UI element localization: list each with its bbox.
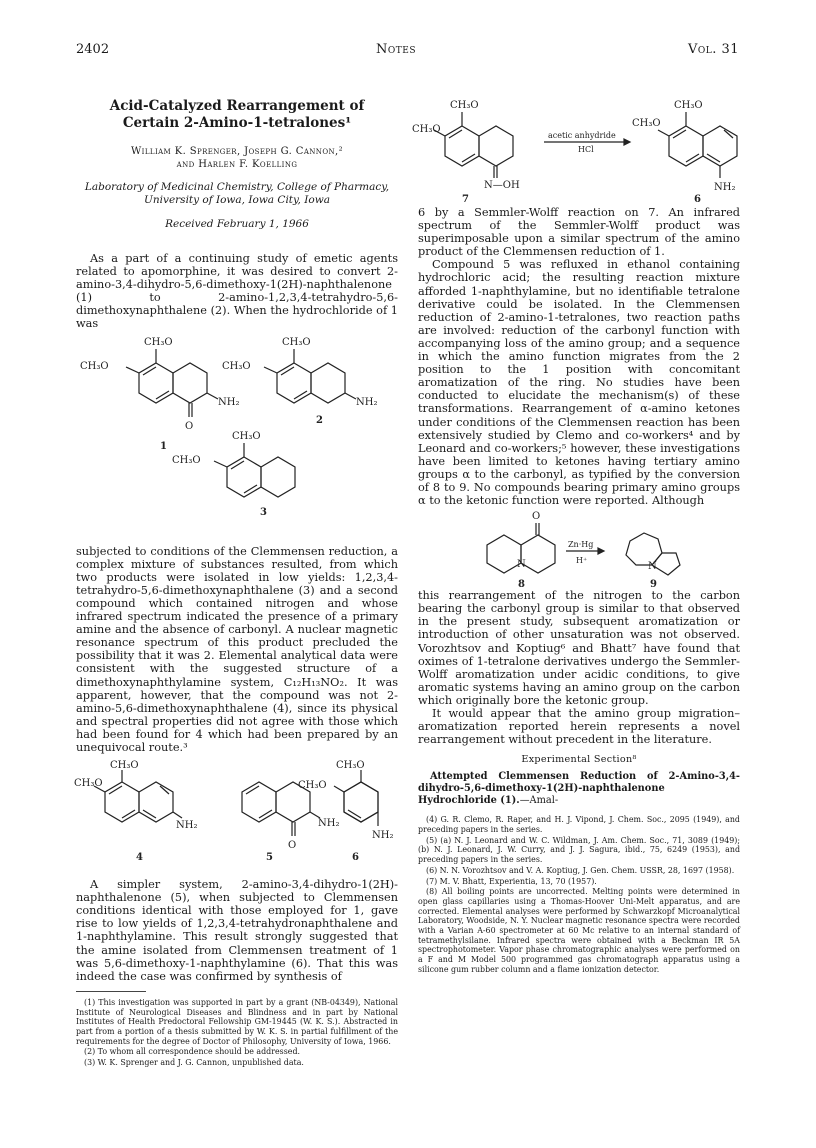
s4-nh2: NH₂ xyxy=(176,820,198,832)
left-paragraph-3: A simpler system, 2-amino-3,4-dihydro-1(2H)-naphthalenone (5), when subjected to Clemmensen conditions identical with those employed for 1, gave rise to low yields of 1,2,3,4-tetrahydronaphthalene and 1-naphthylamine. This result strongly suggested that the amine isolated from Clemmensen treatment of 1 was 5,6-dimethoxy-1-naphthylamine (6). That this was indeed the case was confirmed by synthesis of xyxy=(76,878,398,983)
left-paragraph-2: subjected to conditions of the Clemmensen reduction, a complex mixture of substances resulted, from which two products were isolated in low yields: 1,2,3,4-tetrahydro-5,6-dimethoxynaphthalene (3) and a second compound which contained nitrogen and whose infrared spectrum indicated the presence of a primary amine and the absence of carbonyl. A nuclear magnetic resonance spectrum of this product precluded the possibility that it was 2. Elemental analytical data were consistent with the suggested structure of a dimethoxynaphthylamine system, C₁₂H₁₃NO₂. It was apparent, however, that the compound was not 2-amino-5,6-dimethoxynaphthalene (4), since its physical and spectral properties did not agree with those which had been found for 4 which had been prepared by an unequivocal route.³ xyxy=(76,544,398,754)
received-date: Received February 1, 1966 xyxy=(165,218,309,230)
s3-och3-left: CH₃O xyxy=(172,454,201,466)
s3-och3-top: CH₃O xyxy=(232,430,261,442)
affiliation-line1: Laboratory of Medicinal Chemistry, College of Pharmacy, xyxy=(84,181,390,193)
article-title-line2: Certain 2-Amino-1-tetralones¹ xyxy=(122,115,352,131)
structure-label-4: 4 xyxy=(136,852,143,864)
left-column xyxy=(76,98,398,1069)
running-section: Notes xyxy=(376,42,416,57)
s1-nh2: NH₂ xyxy=(218,396,240,408)
s6-nh2: NH₂ xyxy=(372,830,394,842)
experimental-paragraph xyxy=(418,771,740,807)
s6-och3-left: CH₃O xyxy=(298,780,327,792)
authors-line2: and Harlen F. Koelling xyxy=(176,159,298,170)
page-number: 2402 xyxy=(76,42,110,57)
affiliation-line2: University of Iowa, Iowa City, Iowa xyxy=(144,194,330,206)
s8-carbonyl-o: O xyxy=(532,511,541,523)
footnote-4: (4) G. R. Clemo, R. Raper, and H. J. Vipond, J. Chem. Soc., 2095 (1949), and preceding papers in the series. xyxy=(418,815,740,834)
s1-carbonyl-o: O xyxy=(185,420,194,432)
structure-label-1: 1 xyxy=(160,440,167,452)
scheme-7-to-6 xyxy=(412,98,740,206)
experimental-text: —Amal- xyxy=(519,795,559,807)
footnote-7: (7) M. V. Bhatt, Experientia, 13, 70 (1957). xyxy=(426,876,597,886)
structure-label-3: 3 xyxy=(260,506,267,518)
volume-number: Vol. 31 xyxy=(688,42,740,57)
s4-och3-top: CH₃O xyxy=(110,760,139,772)
footnote-5: (5) (a) N. J. Leonard and W. C. Wildman, J. Am. Chem. Soc., 71, 3089 (1949); (b) N. J. Leonard, J. W. Curry, and J. J. Sagura, ibid., 75, 6249 (1953), and preceding papers in the series. xyxy=(418,835,740,865)
footnote-8: (8) All boiling points are uncorrected. Melting points were determined in open glass capillaries using a Thomas-Hoover Uni-Melt apparatus, and are corrected. Elemental analyses were performed by Schwarzkopf Microanalytical Laboratory, Woodside, N. Y. Nuclear magnetic resonance spectra were recorded with a Varian A-60 spectrometer at 60 Mc relative to an internal standard of tetramethylsilane. Infrared spectra were obtained with a Beckman IR 5A spectrophotometer. Vapor phase chromatographic analyses were performed on a F and M Model 500 programmed gas chromatograph apparatus using a silicone gum rubber column and a flame ionization detector. xyxy=(418,887,740,974)
experimental-title: Attempted Clemmensen Reduction of 2-Amino-3,4-dihydro-5,6-dimethoxy-1(2H)-naphthalenone Hydrochloride (1). xyxy=(418,771,740,807)
scheme-8-to-9 xyxy=(418,507,740,589)
experimental-heading: Experimental Section⁸ xyxy=(521,754,637,766)
right-paragraph-4: It would appear that the amino group migration–aromatization reported herein represents a novel rearrangement without precedent in the literature. xyxy=(418,707,740,747)
s9-nitrogen: N xyxy=(648,561,657,573)
s5-nh2: NH₂ xyxy=(318,818,340,830)
structures-1-2-3 xyxy=(76,331,398,545)
structure-label-2: 2 xyxy=(316,414,323,426)
s1-och3-left: CH₃O xyxy=(80,360,109,372)
footnote-1: (1) This investigation was supported in part by a grant (NB-04349), National Institute of Neurological Diseases and Blindness and in part by National Institutes of Health Predoctoral Fellowship GM-19445 (W. K. S.). Abstracted in part from a portion of a thesis submitted by W. K. S. in partial fulfillment of the requirements for the degree of Doctor of Philosophy, University of Iowa, 1966. xyxy=(76,997,398,1046)
s5-carbonyl-o: O xyxy=(288,840,297,852)
structure-label-6: 6 xyxy=(352,852,359,864)
structures-4-5-6 xyxy=(76,760,398,876)
s6b-och3-left: CH₃O xyxy=(632,118,661,129)
right-column xyxy=(412,98,740,976)
footnote-6: (6) N. N. Vorozhtsov and V. A. Koptiug, J. Gen. Chem. USSR, 28, 1697 (1958). xyxy=(426,865,735,875)
reagent-zn-hg: Zn·Hg xyxy=(568,540,594,550)
s6b-nh2: NH₂ xyxy=(714,182,736,193)
right-paragraph-1: 6 by a Semmler-Wolff reaction on 7. An infrared spectrum of the Semmler-Wolff product was superimposable upon a similar spectrum of the amino product of the Clemmensen reduction of 1. xyxy=(418,206,740,259)
structure-label-5: 5 xyxy=(266,852,273,864)
reagent-hcl: HCl xyxy=(578,145,594,154)
s2-och3-left: CH₃O xyxy=(222,360,251,372)
footnote-3: (3) W. K. Sprenger and J. G. Cannon, unpublished data. xyxy=(84,1058,304,1068)
article-heading xyxy=(76,98,398,230)
reagent-h-plus: H⁺ xyxy=(576,556,588,566)
reagent-acetic-anhydride: acetic anhydride xyxy=(548,131,616,140)
authors-line1: William K. Sprenger, Joseph G. Cannon,² xyxy=(131,146,343,157)
footnote-rule xyxy=(76,991,146,992)
s7-och3-left: CH₃O xyxy=(412,124,441,135)
s4-och3-left: CH₃O xyxy=(74,778,103,790)
structure-label-8: 8 xyxy=(518,579,525,591)
s6-och3-top: CH₃O xyxy=(336,760,365,772)
s6b-och3-top: CH₃O xyxy=(674,100,703,111)
s2-nh2: NH₂ xyxy=(356,396,378,408)
footnote-2: (2) To whom all correspondence should be addressed. xyxy=(84,1047,300,1057)
s7-och3-top: CH₃O xyxy=(450,100,479,111)
right-paragraph-2: Compound 5 was refluxed in ethanol containing hydrochloric acid; the resulting reaction mixture afforded 1-naphthylamine, but no identifiable tetralone derivative could be isolated. In the Clemmensen reduction of 2-amino-1-tetralones, two reaction paths are involved: reduction of the carbonyl function with accompanying loss of the amino group; and a sequence in which the amino function migrates from the 2 position to the 1 position with concomitant aromatization of the ring. No studies have been conducted to elucidate the mechanism(s) of these transformations. Rearrangement of α-amino ketones under conditions of the Clemmensen reaction has been extensively studied by Clemo and co-workers⁴ and by Leonard and co-workers;⁵ however, these investigations have been limited to ketones having tertiary amino groups α to the carbonyl, as typified by the conversion of 8 to 9. No compounds bearing primary amino groups α to the ketonic function were reported. Although xyxy=(418,258,740,508)
structure-label-6b: 6 xyxy=(694,194,701,205)
structure-label-7: 7 xyxy=(462,194,469,205)
s7-oxime: N—OH xyxy=(484,180,520,191)
article-title-line1: Acid-Catalyzed Rearrangement of xyxy=(109,98,365,114)
s1-och3-top: CH₃O xyxy=(144,336,173,348)
left-paragraph-1: As a part of a continuing study of emetic agents related to apomorphine, it was desired to convert 2-amino-3,4-dihydro-5,6-dimethoxy-1(2H)-naphthalenone (1) to 2-amino-1,2,3,4-tetrahydro-5,6-dimethoxynaphthalene (2). When the hydrochloride of 1 was xyxy=(76,252,398,331)
s2-och3-top: CH₃O xyxy=(282,336,311,348)
s8-nitrogen: N xyxy=(517,559,526,571)
structure-label-9: 9 xyxy=(650,579,657,591)
right-paragraph-3: this rearrangement of the nitrogen to the carbon bearing the carbonyl group is similar to that observed in the present study, subsequent aromatization or introduction of other unsaturation was not observed. Vorozhtsov and Koptiug⁶ and Bhatt⁷ have found that oximes of 1-tetralone derivatives undergo the Semmler-Wolff aromatization under acidic conditions, to give aromatic systems having an amino group on the carbon which originally bore the ketonic group. xyxy=(418,589,740,707)
